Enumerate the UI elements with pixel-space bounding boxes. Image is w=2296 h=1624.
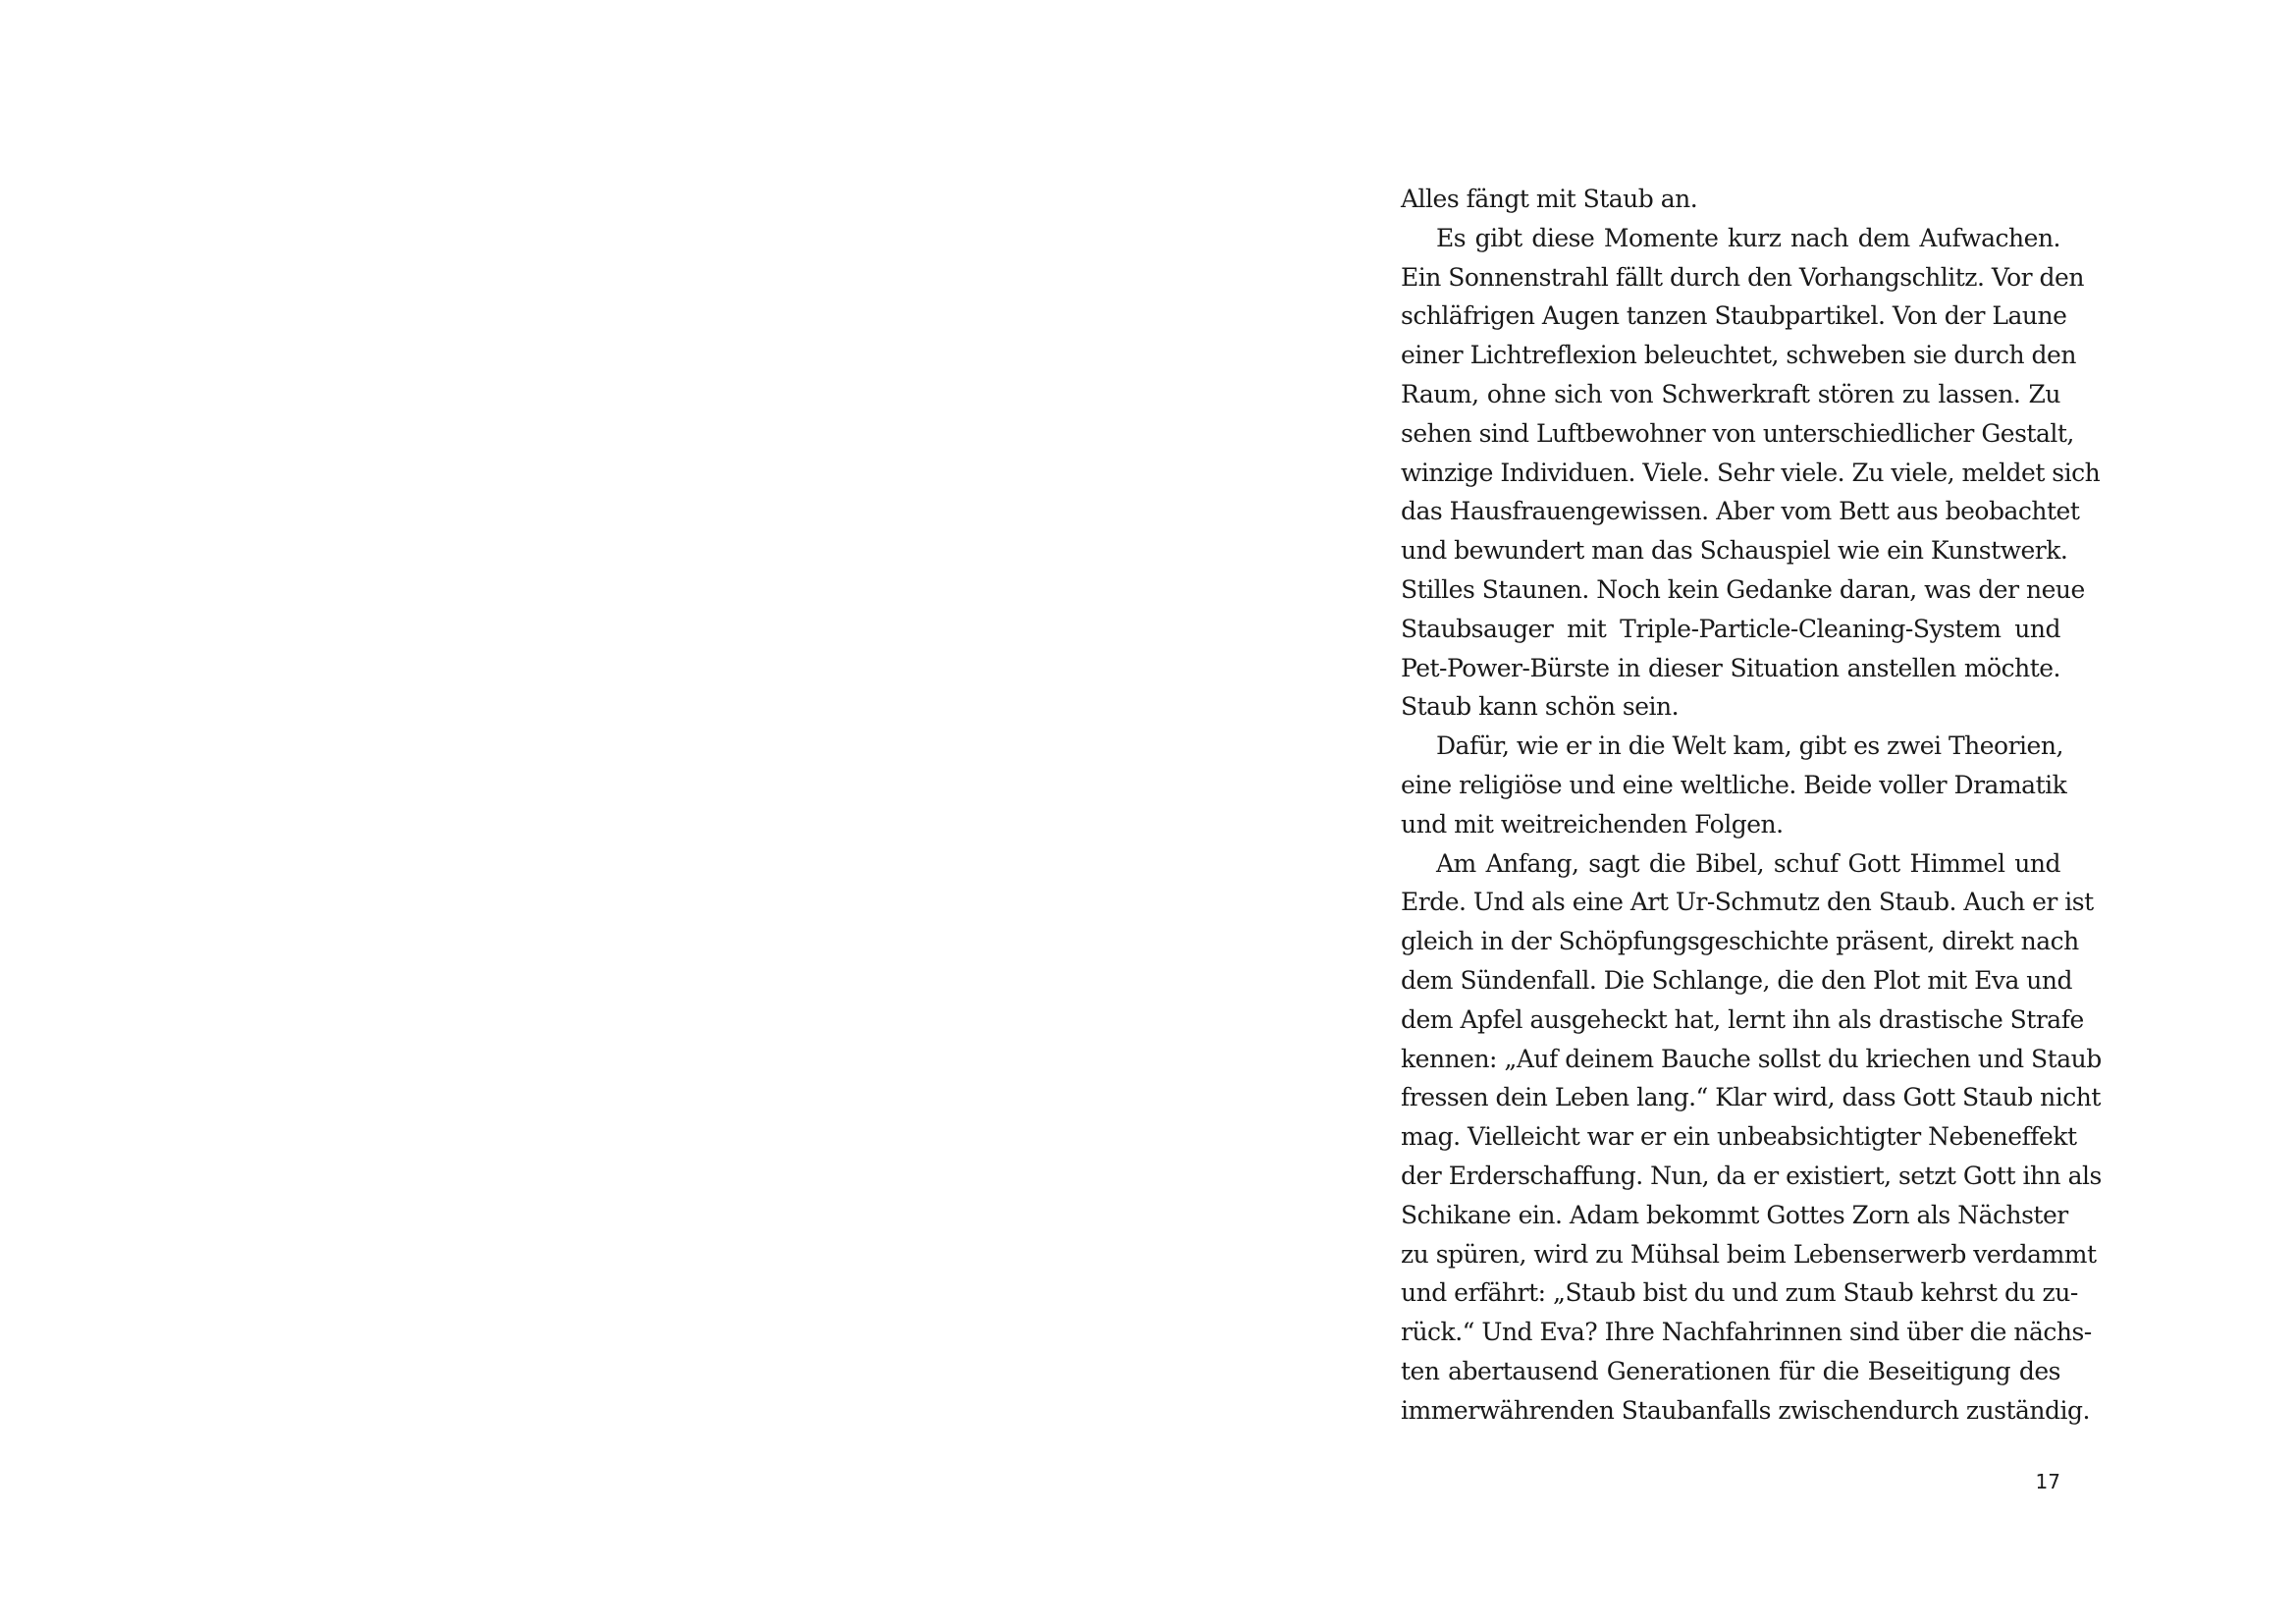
text-line: mag. Vielleicht war er ein unbeabsichtigter Nebeneffekt <box>1401 1122 2077 1152</box>
text-line: fressen dein Leben lang.“ Klar wird, dass Gott Staub nicht <box>1401 1083 2101 1112</box>
text-line: sehen sind Luftbewohner von unterschiedlicher Gestalt, <box>1401 418 2074 448</box>
text-line: eine religiöse und eine weltliche. Beide voller Dramatik <box>1401 770 2067 799</box>
text-line: und erfährt: „Staub bist du und zum Staub kehrst du zu- <box>1401 1278 2078 1308</box>
text-line: gleich in der Schöpfungsgeschichte präsent, direkt nach <box>1401 927 2079 956</box>
text-line: Es gibt diese Momente kurz nach dem Aufwachen. <box>1436 223 2060 252</box>
text-line: Ein Sonnenstrahl fällt durch den Vorhangschlitz. Vor den <box>1401 262 2084 292</box>
text-line: das Hausfrauengewissen. Aber vom Bett aus beobachtet <box>1401 497 2080 526</box>
text-line: rück.“ Und Eva? Ihre Nachfahrinnen sind über die nächs- <box>1401 1318 2092 1347</box>
text-line: zu spüren, wird zu Mühsal beim Lebenserwerb verdammt <box>1401 1239 2097 1269</box>
text-line: einer Lichtreflexion beleuchtet, schweben sie durch den <box>1401 341 2076 370</box>
text-line: Schikane ein. Adam bekommt Gottes Zorn als Nächster <box>1401 1200 2068 1229</box>
body-text <box>1401 180 2102 1431</box>
text-line: Stilles Staunen. Noch kein Gedanke daran, was der neue <box>1401 574 2085 604</box>
text-line: immerwährenden Staubanfalls zwischendurch zuständig. <box>1401 1395 2090 1425</box>
text-line: Pet-Power-Bürste in dieser Situation anstellen möchte. <box>1401 653 2060 682</box>
text-line: schläfrigen Augen tanzen Staubpartikel. Von der Laune <box>1401 301 2067 331</box>
page-number: 17 <box>2035 1470 2060 1493</box>
text-line: Erde. Und als eine Art Ur-Schmutz den Staub. Auch er ist <box>1401 888 2094 917</box>
text-line: dem Sündenfall. Die Schlange, die den Plot mit Eva und <box>1401 965 2072 995</box>
text-line: Staubsauger mit Triple-Particle-Cleaning-System und <box>1401 614 2060 643</box>
text-line: dem Apfel ausgeheckt hat, lernt ihn als drastische Strafe <box>1401 1004 2084 1034</box>
text-line: ten abertausend Generationen für die Beseitigung des <box>1401 1356 2060 1385</box>
text-line: und bewundert man das Schauspiel wie ein Kunstwerk. <box>1401 536 2068 566</box>
text-line: Dafür, wie er in die Welt kam, gibt es zwei Theorien, <box>1436 731 2063 761</box>
text-line: kennen: „Auf deinem Bauche sollst du kriechen und Staub <box>1401 1044 2102 1073</box>
text-line: Alles fängt mit Staub an. <box>1401 185 1698 213</box>
text-line: der Erderschaffung. Nun, da er existiert, setzt Gott ihn als <box>1401 1161 2102 1190</box>
text-line: Raum, ohne sich von Schwerkraft stören zu lassen. Zu <box>1401 379 2060 408</box>
text-line: Am Anfang, sagt die Bibel, schuf Gott Himmel und <box>1436 848 2060 878</box>
text-line: Staub kann schön sein. <box>1401 692 1680 722</box>
text-line: winzige Individuen. Viele. Sehr viele. Zu viele, meldet sich <box>1401 458 2101 487</box>
text-line: und mit weitreichenden Folgen. <box>1401 809 1784 839</box>
